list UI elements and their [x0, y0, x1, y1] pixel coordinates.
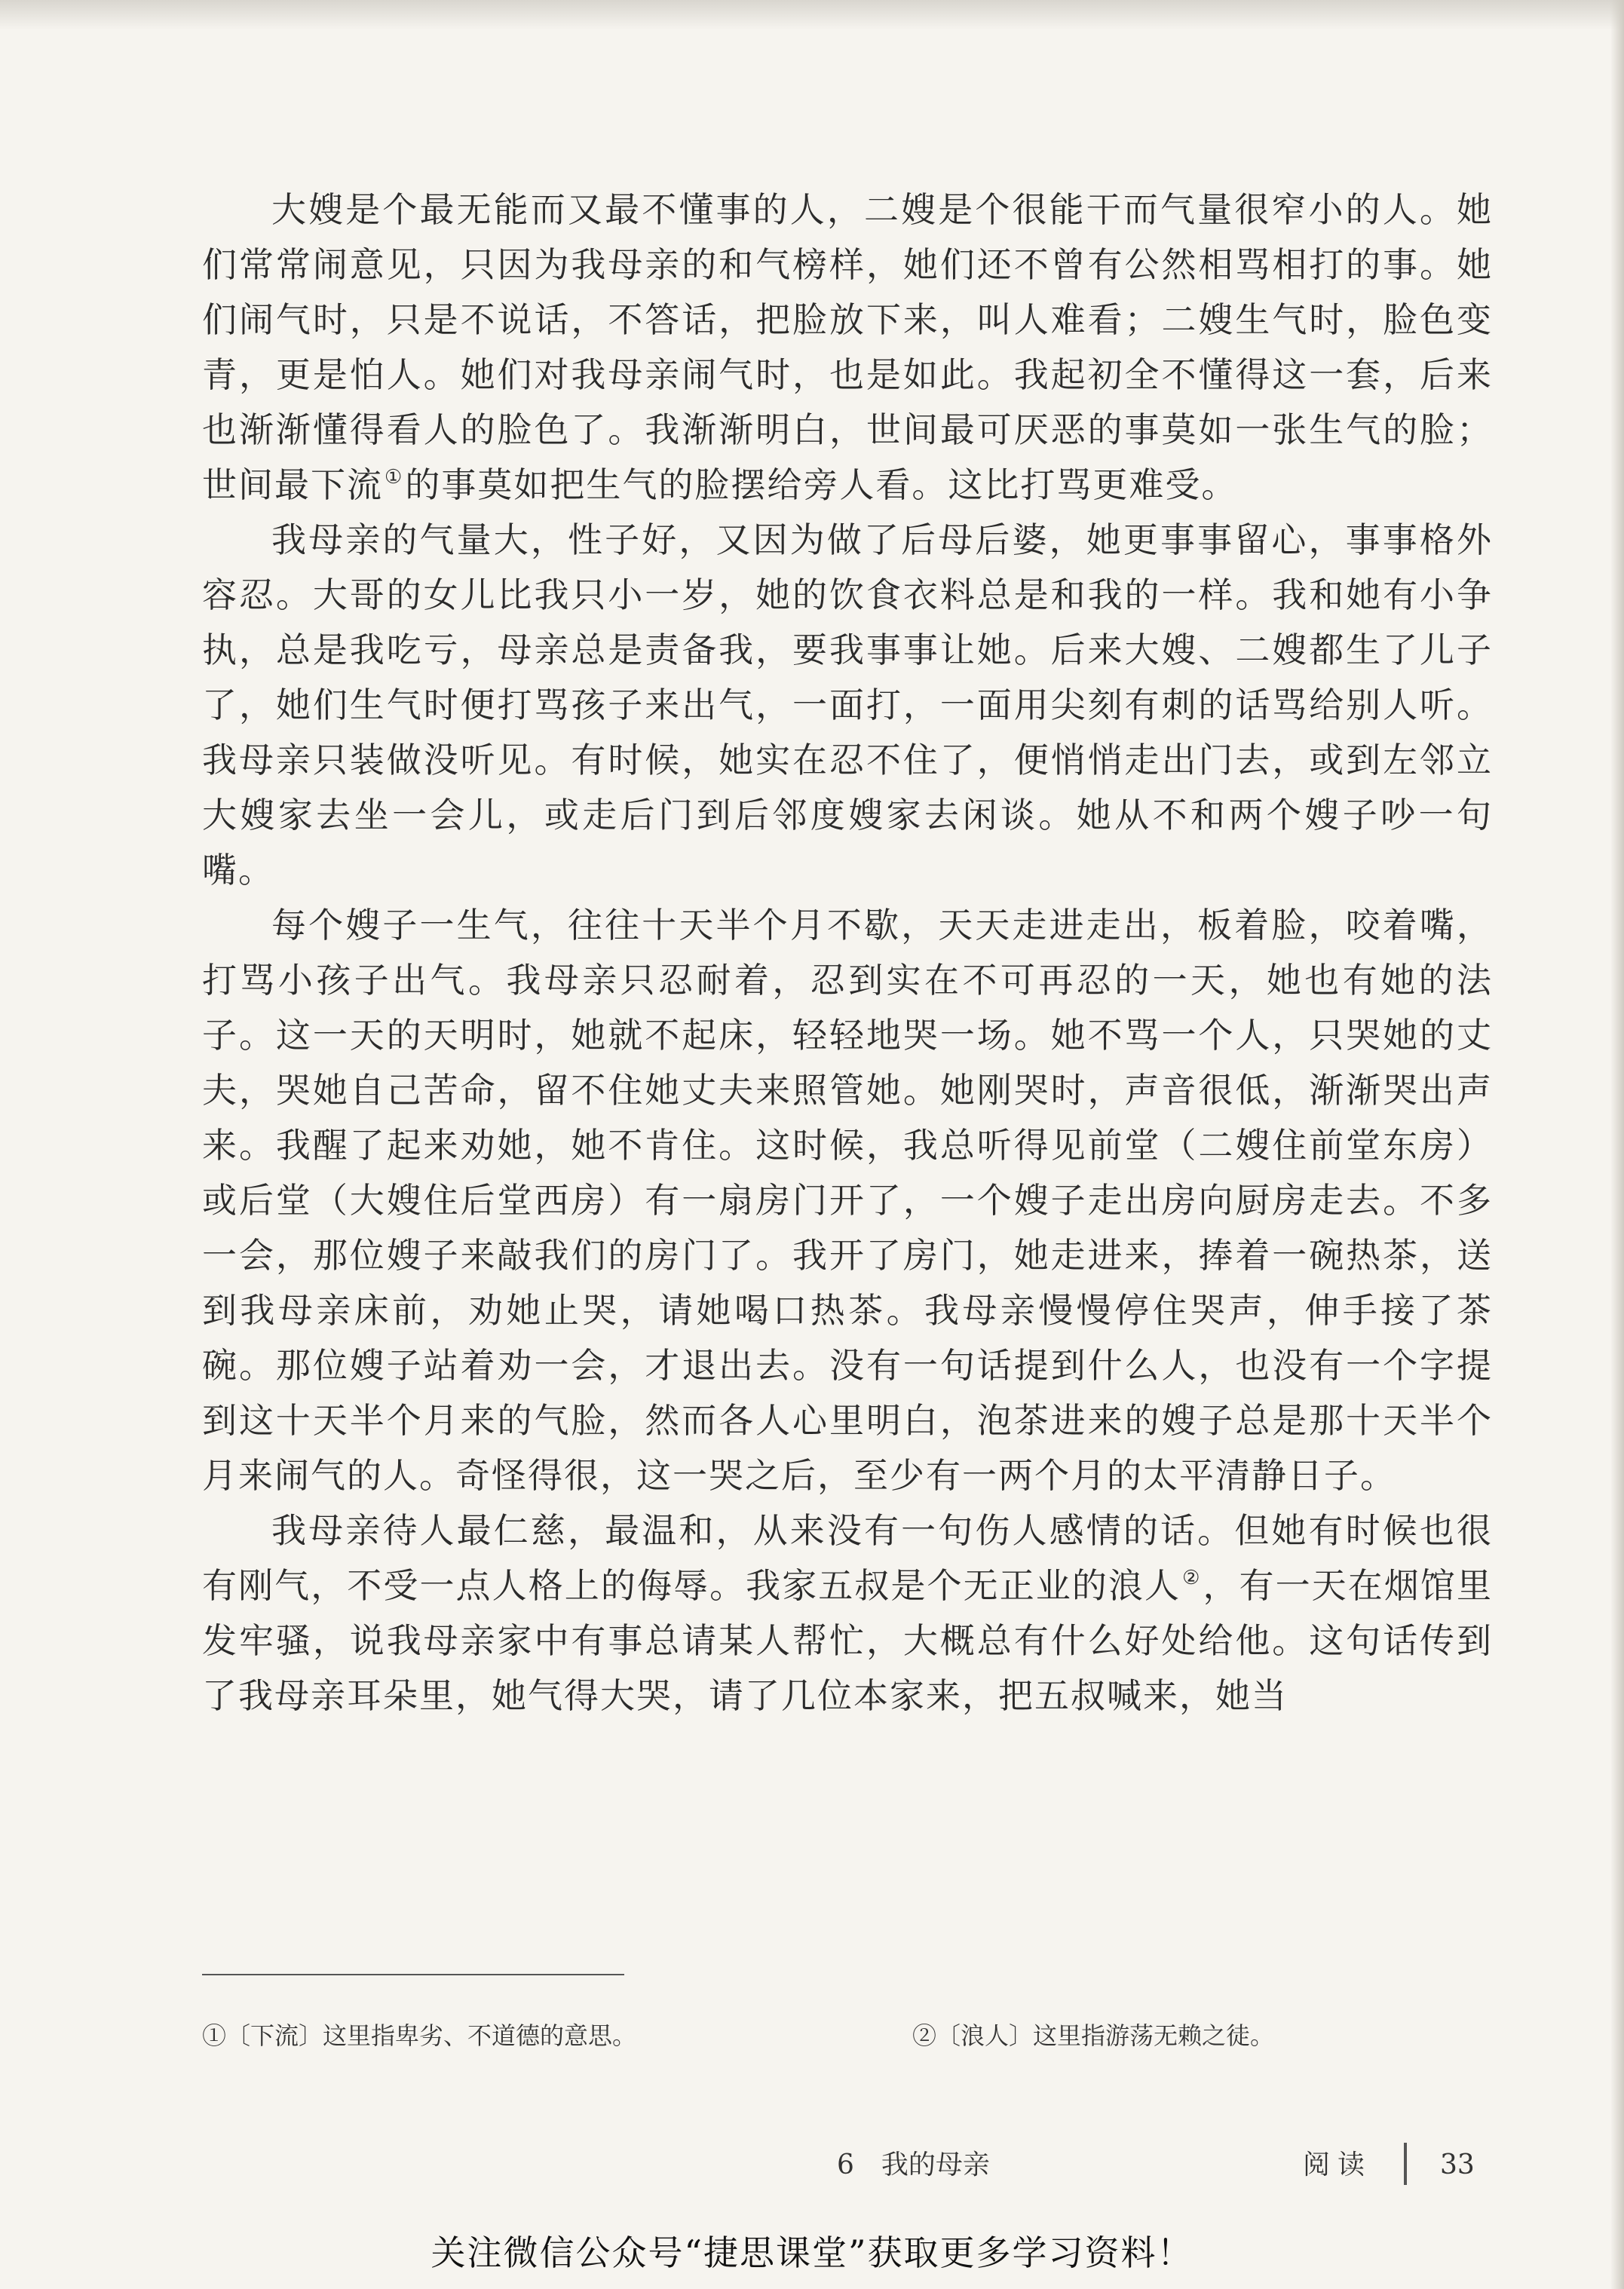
promo-notice: 关注微信公众号“捷思课堂”获取更多学习资料！	[431, 2232, 1193, 2273]
paragraph-2-text: 我母亲的气量大，性子好，又因为做了后母后婆，她更事事留心，事事格外容忍。大哥的女儿比我只小一岁，她的饮食衣料总是和我的一样。我和她有小争执，总是我吃亏，母亲总是责备我，要我事事让她。后来大嫂、二嫂都生了儿子了，她们生气时便打骂孩子来出气，一面打，一面用尖刻有刺的话骂给别人听。我母亲只装做没听见。有时候，她实在忍不住了，便悄悄走出门去，或到左邻立大嫂家去坐一会儿，或走后门到后邻度嫂家去闲谈。她从不和两个嫂子吵一句嘴。	[202, 519, 1493, 890]
paragraph-3-text: 每个嫂子一生气，往往十天半个月不歇，天天走进走出，板着脸，咬着嘴，打骂小孩子出气。我母亲只忍耐着，忍到实在不可再忍的一天，她也有她的法子。这一天的天明时，她就不起床，轻轻地哭一场。她不骂一个人，只哭她的丈夫，哭她自己苦命，留不住她丈夫来照管她。她刚哭时，声音很低，渐渐哭出声来。我醒了起来劝她，她不肯住。这时候，我总听得见前堂（二嫂住前堂东房）或后堂（大嫂住后堂西房）有一扇房门开了，一个嫂子走出房向厨房走去。不多一会，那位嫂子来敲我们的房门了。我开了房门，她走进来，捧着一碗热茶，送到我母亲床前，劝她止哭，请她喝口热茶。我母亲慢慢停住哭声，伸手接了茶碗。那位嫂子站着劝一会，才退出去。没有一句话提到什么人，也没有一个字提到这十天半个月来的气脸，然而各人心里明白，泡茶进来的嫂子总是那十天半个月来闹气的人。奇怪得很，这一哭之后，至少有一两个月的太平清静日子。	[202, 905, 1493, 1496]
paragraph-4-text-b: ，有一天在烟馆里发牢骚，说我母亲家中有事总请某人帮忙，大概总有什么好处给他。这句话传到了我母亲耳朵里，她气得大哭，请了几位本家来，把五叔喊来，她当	[202, 1565, 1494, 1716]
footnote-marker-2: ②	[1182, 1567, 1202, 1589]
footnote-2: ②〔浪人〕这里指游荡无赖之徒。	[912, 2021, 1275, 2050]
paragraph-2	[202, 513, 1493, 898]
paragraph-3	[202, 898, 1493, 1503]
page-top-shadow	[0, 0, 1624, 30]
page-number: 33	[1440, 2150, 1475, 2180]
page-edge-shadow	[1610, 0, 1624, 2289]
paragraph-1-text-b: 的事莫如把生气的脸摆给旁人看。这比打骂更难受。	[405, 464, 1238, 505]
footnote-divider	[202, 1974, 624, 1975]
paragraph-1-text-a: 大嫂是个最无能而又最不懂事的人，二嫂是个很能干而气量很窄小的人。她们常常闹意见，只因为我母亲的和气榜样，她们还不曾有公然相骂相打的事。她们闹气时，只是不说话，不答话，把脸放下来，叫人难看；二嫂生气时，脸色变青，更是怕人。她们对我母亲闹气时，也是如此。我起初全不懂得这一套，后来也渐渐懂得看人的脸色了。我渐渐明白，世间最可厌恶的事莫如一张生气的脸；世间最下流	[202, 189, 1493, 505]
paragraph-1	[202, 182, 1493, 513]
footnote-1: ①〔下流〕这里指卑劣、不道德的意思。	[202, 2021, 637, 2050]
footer-section-label: 阅读	[1303, 2150, 1373, 2180]
footer-chapter-title: 6 我的母亲	[837, 2150, 990, 2180]
paragraph-4-text-a: 我母亲待人最仁慈，最温和，从来没有一句伤人感情的话。但她有时候也很有刚气，不受一点人格上的侮辱。我家五叔是个无正业的浪人	[202, 1510, 1493, 1606]
body-text	[202, 182, 1493, 1724]
footnote-marker-1: ①	[385, 466, 404, 489]
footer-divider	[1404, 2143, 1407, 2185]
paragraph-4	[202, 1503, 1493, 1724]
